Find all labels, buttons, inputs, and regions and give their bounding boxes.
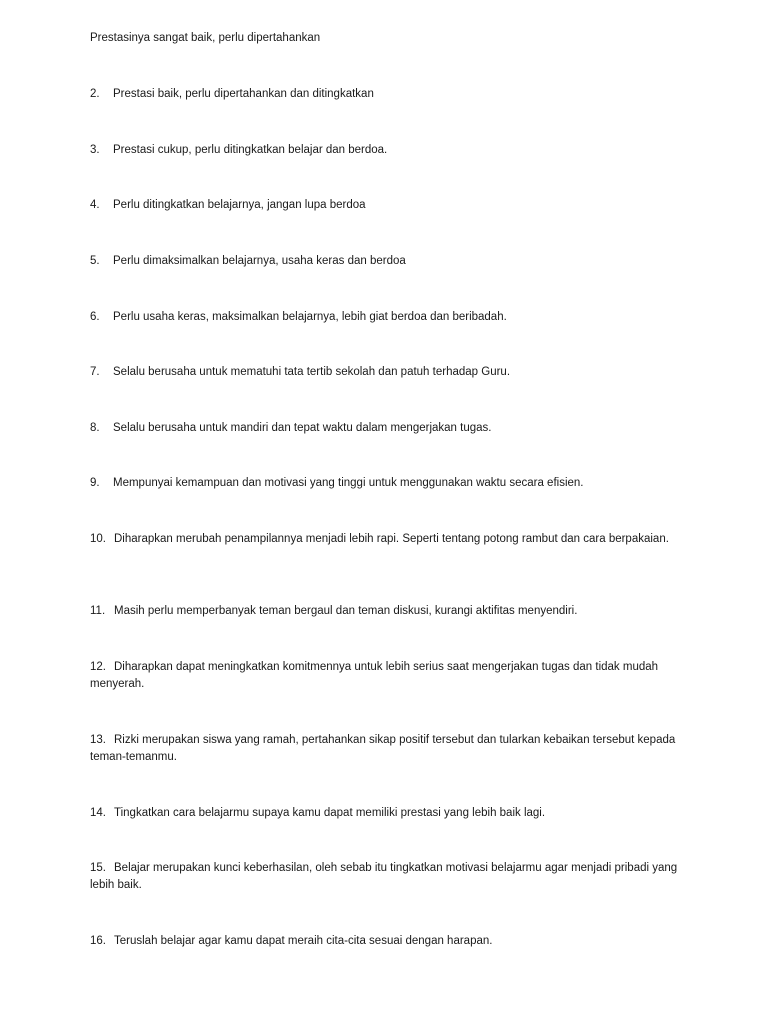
list-item (90, 142, 690, 159)
item-number: 7. (90, 366, 100, 378)
list-item (90, 732, 690, 766)
item-number: 4. (90, 199, 100, 211)
item-text: Perlu dimaksimalkan belajarnya, usaha keras dan berdoa (113, 255, 406, 267)
item-text: Mempunyai kemampuan dan motivasi yang tinggi untuk menggunakan waktu secara efisien. (113, 477, 584, 489)
item-number: 9. (90, 477, 100, 489)
item-text: Prestasi cukup, perlu ditingkatkan belajar dan berdoa. (113, 144, 388, 156)
list-item (90, 659, 690, 693)
list-item (90, 253, 690, 270)
item-number: 11. (90, 605, 106, 617)
intro-line (90, 30, 690, 47)
item-number: 14. (90, 807, 106, 819)
list-item (90, 475, 690, 492)
list-item (90, 197, 690, 214)
item-text: Teruslah belajar agar kamu dapat meraih cita-cita sesuai dengan harapan. (114, 935, 493, 947)
item-text: Tingkatkan cara belajarmu supaya kamu dapat memiliki prestasi yang lebih baik lagi. (114, 807, 546, 819)
item-text: Rizki merupakan siswa yang ramah, pertahankan sikap positif tersebut dan tularkan kebaikan tersebut kepada teman-temanmu. (90, 734, 676, 763)
item-number: 5. (90, 255, 100, 267)
list-item (90, 420, 690, 437)
item-number: 16. (90, 935, 106, 947)
list-item (90, 86, 690, 103)
item-text: Belajar merupakan kunci keberhasilan, oleh sebab itu tingkatkan motivasi belajarmu agar menjadi pribadi yang lebih baik. (90, 862, 678, 891)
item-text: Masih perlu memperbanyak teman bergaul dan teman diskusi, kurangi aktifitas menyendiri. (114, 605, 578, 617)
item-number: 15. (90, 862, 106, 874)
item-number: 10. (90, 533, 106, 545)
list-item (90, 364, 690, 381)
list-item (90, 933, 690, 950)
item-number: 6. (90, 311, 100, 323)
list-item (90, 860, 690, 894)
intro-text: Prestasinya sangat baik, perlu dipertahankan (90, 32, 321, 44)
list-item (90, 309, 690, 326)
item-text: Diharapkan merubah penampilannya menjadi lebih rapi. Seperti tentang potong rambut dan cara berpakaian. (114, 533, 669, 545)
list-item (90, 531, 690, 548)
list-item (90, 603, 690, 620)
list-item (90, 805, 690, 822)
item-text: Prestasi baik, perlu dipertahankan dan ditingkatkan (113, 88, 374, 100)
item-number: 3. (90, 144, 100, 156)
item-number: 13. (90, 734, 106, 746)
item-text: Diharapkan dapat meningkatkan komitmennya untuk lebih serius saat mengerjakan tugas dan tidak mudah menyerah. (90, 661, 659, 690)
item-text: Perlu ditingkatkan belajarnya, jangan lupa berdoa (113, 199, 366, 211)
item-number: 8. (90, 422, 100, 434)
item-number: 2. (90, 88, 100, 100)
item-text: Selalu berusaha untuk mandiri dan tepat waktu dalam mengerjakan tugas. (113, 422, 492, 434)
item-text: Perlu usaha keras, maksimalkan belajarnya, lebih giat berdoa dan beribadah. (113, 311, 507, 323)
item-text: Selalu berusaha untuk mematuhi tata tertib sekolah dan patuh terhadap Guru. (113, 366, 511, 378)
item-number: 12. (90, 661, 106, 673)
